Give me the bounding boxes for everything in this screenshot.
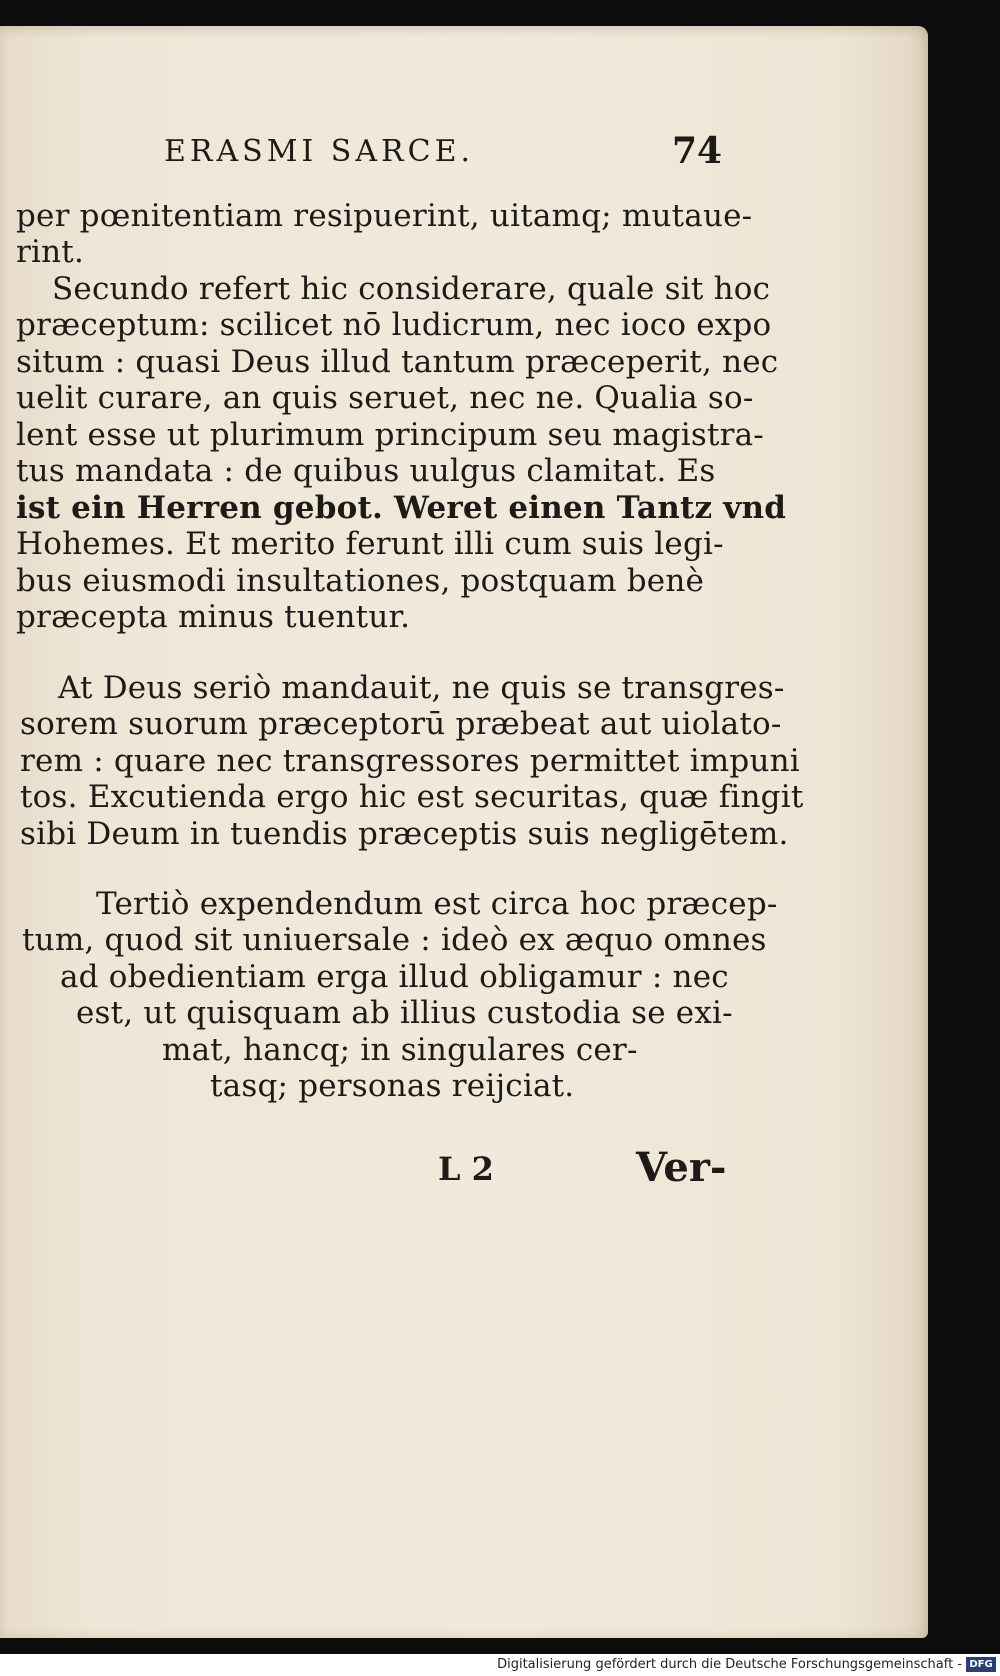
body-line: Tertiò expendendum est circa hoc præcep- xyxy=(96,886,778,922)
body-line: tasq; personas reijciat. xyxy=(210,1068,575,1104)
body-line: ad obedientiam erga illud obligamur : nec xyxy=(60,959,729,995)
body-line: uelit curare, an quis seruet, nec ne. Qualia so- xyxy=(16,380,754,416)
body-line: situm : quasi Deus illud tantum præceperit, nec xyxy=(16,344,779,380)
body-line: At Deus seriò mandauit, ne quis se transgres- xyxy=(58,670,785,706)
body-line: ist ein Herren gebot. Weret einen Tantz vnd xyxy=(16,490,787,526)
running-title: ERASMI SARCE. xyxy=(164,134,475,169)
body-line: sibi Deum in tuendis præceptis suis negligētem. xyxy=(20,816,789,852)
dfg-logo: DFG xyxy=(966,1657,996,1672)
body-line: rem : quare nec transgressores permittet impuni xyxy=(20,743,800,779)
footer-bar xyxy=(0,1654,1000,1676)
signature-mark: L 2 xyxy=(438,1150,494,1188)
body-line: rint. xyxy=(16,234,85,270)
body-line: præcepta minus tuentur. xyxy=(16,599,411,635)
body-line: bus eiusmodi insultationes, postquam benè xyxy=(16,563,705,599)
page-number: 74 xyxy=(672,130,723,172)
body-line: tus mandata : de quibus uulgus clamitat. Es xyxy=(16,453,716,489)
body-line: lent esse ut plurimum principum seu magistra- xyxy=(16,417,764,453)
body-line: præceptum: scilicet nō ludicrum, nec ioco expo xyxy=(16,307,772,343)
body-line: est, ut quisquam ab illius custodia se exi- xyxy=(76,995,733,1031)
body-line: mat, hancq; in singulares cer- xyxy=(162,1032,638,1068)
body-line: tos. Excutienda ergo hic est securitas, quæ fingit xyxy=(20,779,804,815)
body-line: sorem suorum præceptorū præbeat aut uiolato- xyxy=(20,706,782,742)
catchword: Ver- xyxy=(636,1144,727,1191)
body-line: Secundo refert hic considerare, quale sit hoc xyxy=(52,271,771,307)
book-page xyxy=(0,26,928,1638)
footer-credit: Digitalisierung gefördert durch die Deutsche Forschungsgemeinschaft - xyxy=(497,1657,962,1672)
body-line: per pœnitentiam resipuerint, uitamq; mutaue- xyxy=(16,198,753,234)
body-line: tum, quod sit uniuersale : ideò ex æquo omnes xyxy=(22,922,767,958)
body-line: Hohemes. Et merito ferunt illi cum suis legi- xyxy=(16,526,724,562)
